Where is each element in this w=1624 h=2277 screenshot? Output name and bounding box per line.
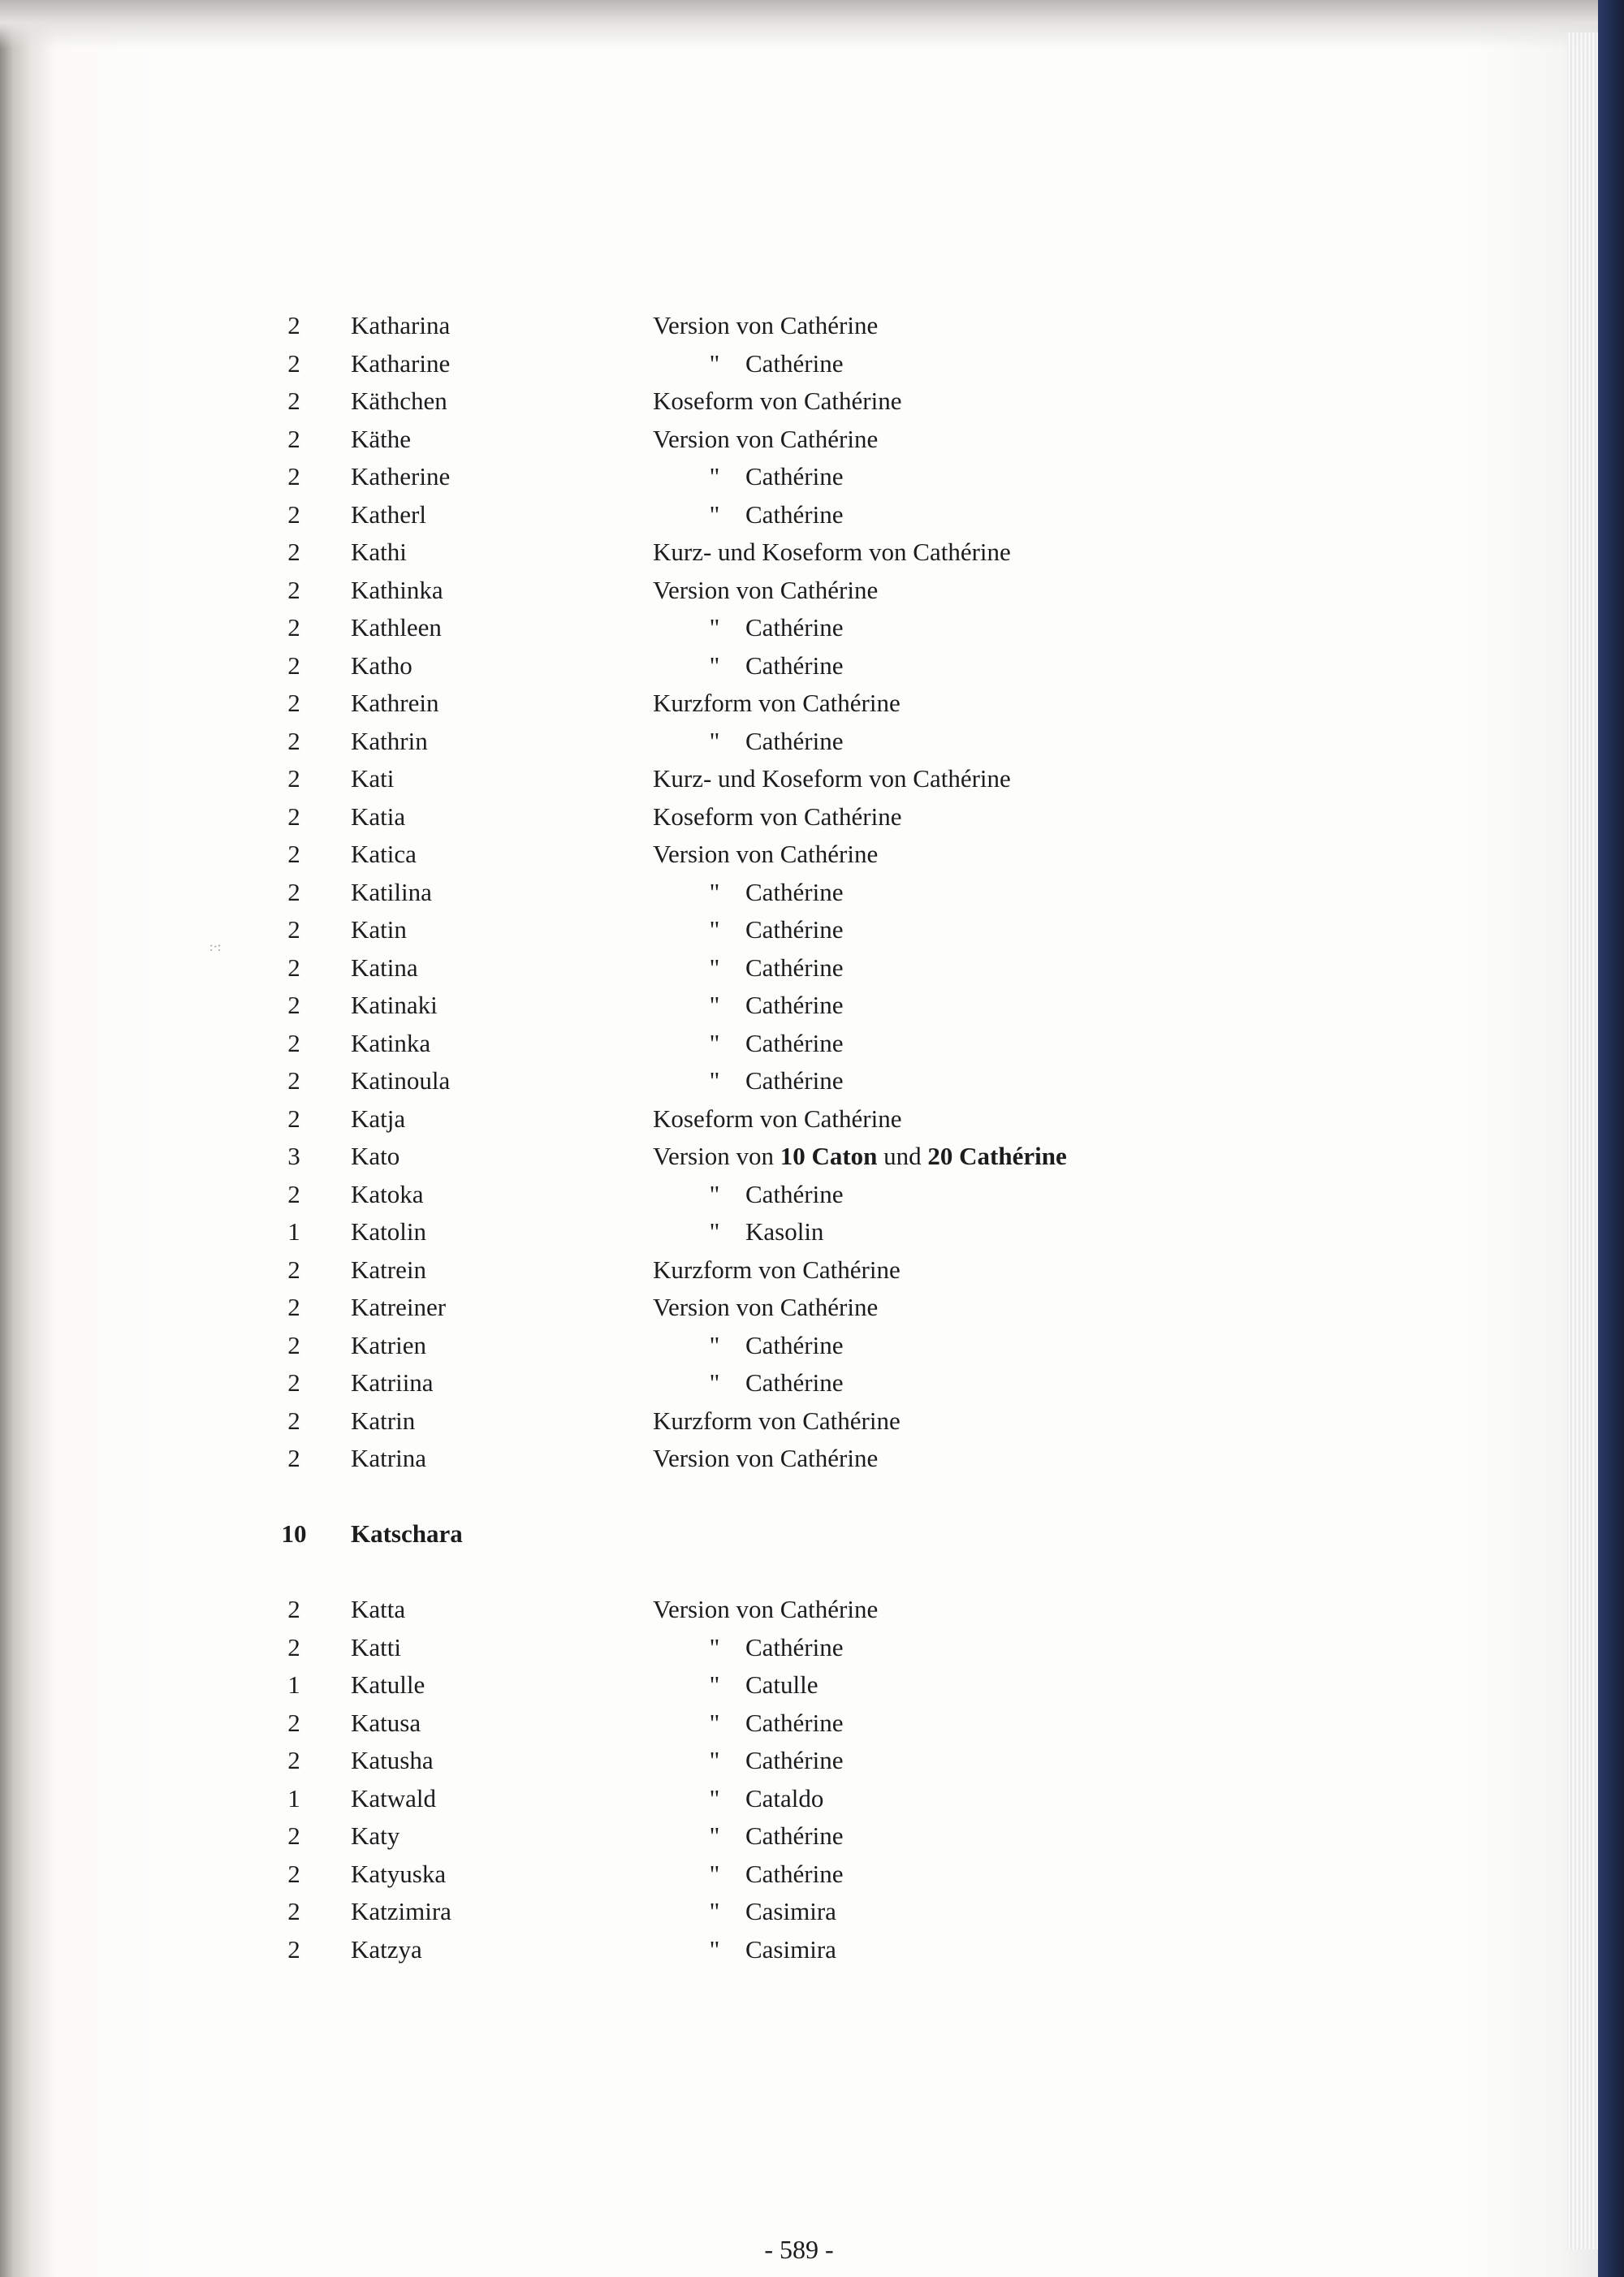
entry-name: Katho (351, 650, 412, 680)
margin-mark: :·: (209, 940, 222, 954)
entry-target: 20 Cathérine (927, 1142, 1067, 1170)
entry-description (653, 874, 844, 911)
entry-number: 2 (287, 915, 300, 944)
list-item (244, 1327, 1218, 1365)
entry-description (653, 382, 902, 420)
entry-number: 2 (287, 462, 300, 490)
entry-prefix: Version von (653, 311, 774, 339)
entry-description (653, 1893, 836, 1930)
entry-number: 2 (287, 991, 300, 1019)
entry-description (653, 1780, 823, 1817)
entry-target: Cathérine (745, 1028, 844, 1057)
entry-prefix: Kurzform von (653, 1255, 797, 1284)
entry-target: Cathérine (745, 613, 844, 642)
list-item (244, 1856, 1218, 1894)
list-item (244, 1251, 1218, 1290)
entry-description (653, 1629, 844, 1666)
entry-description (653, 836, 878, 873)
entry-number: 2 (287, 1444, 300, 1472)
list-item (244, 1176, 1218, 1214)
entry-number: 2 (287, 840, 300, 868)
entry-target: Cathérine (745, 991, 844, 1019)
ditto-mark: " (709, 1783, 720, 1813)
list-item (244, 949, 1218, 987)
list-item (244, 458, 1218, 496)
entry-number: 2 (287, 1066, 300, 1095)
entry-target: Cathérine (913, 538, 1011, 566)
ditto-mark: " (709, 1897, 720, 1925)
entry-description (653, 1138, 1067, 1175)
list-item (244, 836, 1218, 874)
entry-name: Katharine (351, 348, 451, 378)
entry-description (653, 1176, 844, 1213)
entry-target: Cathérine (745, 915, 844, 944)
entry-number: 2 (287, 387, 300, 415)
ditto-mark: " (709, 877, 720, 906)
ditto-mark: " (709, 348, 720, 378)
entry-number: 1 (287, 1670, 300, 1699)
entry-target: Cathérine (802, 1406, 901, 1435)
ditto-mark: " (709, 1670, 720, 1699)
entry-target: Cathérine (745, 462, 844, 490)
entry-description (653, 1025, 844, 1062)
entry-number: 2 (287, 1708, 300, 1737)
entry-name: Katin (351, 915, 407, 944)
entry-number: 2 (287, 1406, 300, 1435)
entry-name: Katica (351, 840, 417, 868)
ditto-mark: " (709, 650, 720, 680)
entry-name: Katoka (351, 1179, 424, 1208)
entry-number: 10 (281, 1519, 307, 1548)
entry-description (653, 1931, 836, 1968)
entry-prefix: Version von (653, 1142, 774, 1170)
entry-prefix: Version von (653, 424, 774, 453)
entry-description (653, 1289, 878, 1326)
entry-name: Katyuska (351, 1859, 447, 1888)
entry-target: Cathérine (745, 499, 844, 529)
entry-number: 2 (287, 1897, 300, 1925)
entry-target: Cathérine (780, 1444, 879, 1472)
list-item (244, 1705, 1218, 1743)
entry-number: 2 (287, 538, 300, 566)
entry-number: 2 (287, 953, 300, 982)
entry-description (653, 798, 902, 836)
entry-name: Katina (351, 953, 418, 982)
entry-target: Cathérine (745, 1821, 844, 1850)
entry-name: Käthe (351, 424, 412, 453)
entry-number: 2 (287, 1859, 300, 1888)
list-item (244, 1817, 1218, 1856)
entry-target: Catulle (745, 1670, 818, 1699)
entry-target: Cathérine (802, 1255, 901, 1284)
entry-target: Cathérine (802, 689, 901, 717)
entry-name: Katusha (351, 1746, 434, 1774)
entry-target: Cathérine (745, 1368, 844, 1397)
entry-target: Cathérine (745, 1632, 844, 1661)
list-item (244, 685, 1218, 723)
ditto-mark: " (709, 613, 720, 642)
list-item (244, 987, 1218, 1025)
ditto-mark: " (709, 991, 720, 1019)
entry-name: Katherine (351, 462, 451, 490)
list-item (244, 1025, 1218, 1063)
entry-number: 2 (287, 801, 300, 831)
entry-name: Katy (351, 1821, 400, 1850)
entry-number: 2 (287, 1595, 300, 1623)
ditto-mark: " (709, 1708, 720, 1737)
entry-description (653, 1705, 844, 1742)
entry-prefix: Version von (653, 575, 774, 604)
ditto-mark: " (709, 1934, 720, 1964)
entry-name: Katrien (351, 1330, 426, 1359)
entry-number: 2 (287, 613, 300, 642)
entry-name: Katusa (351, 1708, 421, 1737)
entry-target: Cathérine (803, 1104, 902, 1133)
entry-target: Casimira (745, 1934, 836, 1964)
list-item (244, 572, 1218, 610)
entry-name: Katrina (351, 1444, 426, 1472)
entry-description (653, 572, 878, 609)
entry-number: 2 (287, 1293, 300, 1321)
list-item (244, 1062, 1218, 1100)
entry-description (653, 1742, 844, 1779)
entry-number: 2 (287, 877, 300, 906)
list-item (244, 1364, 1218, 1402)
entry-target: Cathérine (745, 1179, 844, 1208)
entry-number: 3 (287, 1142, 300, 1170)
entry-description (653, 1100, 902, 1138)
entry-prefix: Koseform von (653, 801, 798, 831)
book-cover-edge (1598, 0, 1624, 2277)
entry-number: 2 (287, 1330, 300, 1359)
ditto-mark: " (709, 1859, 720, 1888)
list-item (244, 496, 1218, 534)
entry-number: 2 (287, 1934, 300, 1964)
ditto-mark: " (709, 1632, 720, 1661)
list-item (244, 798, 1218, 836)
entry-number: 2 (287, 575, 300, 604)
list-item (244, 1213, 1218, 1251)
entry-prefix: Version von (653, 1444, 774, 1472)
entry-description (653, 609, 844, 646)
entry-target: Cathérine (745, 650, 844, 680)
entry-target: Cathérine (780, 311, 879, 339)
entry-number: 2 (287, 1179, 300, 1208)
list-item (244, 760, 1218, 798)
entry-name: Katta (351, 1595, 406, 1623)
list-item (244, 1780, 1218, 1818)
entry-description (653, 421, 878, 458)
list-item (244, 609, 1218, 647)
entry-name: Katwald (351, 1783, 437, 1813)
entry-name: Katinoula (351, 1066, 451, 1095)
entry-prefix: Kurz- und Koseform von (653, 538, 907, 566)
entry-name: Katschara (351, 1519, 463, 1548)
entry-name: Katulle (351, 1670, 425, 1699)
entry-number: 2 (287, 1368, 300, 1397)
entry-name: Kato (351, 1142, 400, 1170)
list-item (244, 1666, 1218, 1705)
entry-description (653, 949, 844, 987)
entry-target: Cathérine (780, 424, 879, 453)
entry-target: Cathérine (913, 764, 1011, 793)
entry-description (653, 685, 901, 722)
entry-name: Katreiner (351, 1293, 447, 1321)
name-list (244, 307, 1218, 1968)
page-edges (1567, 32, 1598, 2249)
list-item (244, 1931, 1218, 1969)
entry-name: Katti (351, 1632, 401, 1661)
entry-target: Cataldo (745, 1783, 824, 1813)
entry-number: 2 (287, 650, 300, 680)
list-item (244, 647, 1218, 685)
entry-target: Cathérine (745, 1746, 844, 1774)
entry-prefix: Version von (653, 1595, 774, 1623)
entry-name: Kathrein (351, 689, 439, 717)
ditto-mark: " (709, 1066, 720, 1095)
list-item (244, 1138, 1218, 1176)
entry-number: 2 (287, 1104, 300, 1133)
entry-number: 2 (287, 1028, 300, 1057)
entry-target: Kasolin (745, 1217, 824, 1246)
entry-number: 2 (287, 1746, 300, 1774)
entry-prefix: Kurzform von (653, 1406, 797, 1435)
entry-description (653, 1327, 844, 1364)
list-item (244, 534, 1218, 572)
entry-name: Kathrin (351, 726, 428, 755)
entry-number: 2 (287, 1632, 300, 1661)
entry-number: 2 (287, 499, 300, 529)
entry-name: Katinka (351, 1028, 431, 1057)
ditto-mark: " (709, 1821, 720, 1850)
entry-number: 2 (287, 764, 300, 793)
entry-prefix: Kurz- und Koseform von (653, 764, 907, 793)
entry-description (653, 987, 844, 1024)
entry-name: Kathinka (351, 575, 443, 604)
entry-prefix: Version von (653, 840, 774, 868)
entry-number: 2 (287, 689, 300, 717)
entry-target: Cathérine (780, 575, 879, 604)
list-item (244, 1100, 1218, 1138)
entry-description (653, 1213, 823, 1251)
entry-number: 2 (287, 1255, 300, 1284)
entry-name: Kati (351, 764, 395, 793)
entry-prefix: Koseform von (653, 1104, 798, 1133)
entry-target: Cathérine (745, 348, 844, 378)
entry-target: 10 Caton (780, 1142, 878, 1170)
entry-description (653, 760, 1011, 797)
ditto-mark: " (709, 1368, 720, 1397)
list-item (244, 1440, 1218, 1478)
entry-description (653, 1817, 844, 1855)
list-item (244, 723, 1218, 761)
ditto-mark: " (709, 1179, 720, 1208)
entry-name: Katherl (351, 499, 426, 529)
entry-conjunction: und (883, 1142, 922, 1170)
entry-name: Katzya (351, 1934, 422, 1964)
entry-description (653, 1062, 844, 1100)
entry-number: 1 (287, 1217, 300, 1246)
entry-number: 2 (287, 1821, 300, 1850)
entry-name: Katinaki (351, 991, 438, 1019)
entry-number: 2 (287, 311, 300, 339)
entry-target: Cathérine (745, 953, 844, 982)
entry-target: Cathérine (745, 1708, 844, 1737)
entry-description (653, 1440, 878, 1477)
entry-name: Katolin (351, 1217, 426, 1246)
ditto-mark: " (709, 1746, 720, 1774)
entry-description (653, 1402, 901, 1440)
list-item (244, 1289, 1218, 1327)
entry-target: Cathérine (780, 1293, 879, 1321)
entry-description (653, 647, 844, 685)
entry-target: Casimira (745, 1897, 836, 1925)
entry-prefix: Koseform von (653, 387, 798, 415)
entry-prefix: Version von (653, 1293, 774, 1321)
entry-name: Katja (351, 1104, 406, 1133)
entry-description (653, 458, 844, 495)
list-item (244, 1629, 1218, 1667)
ditto-mark: " (709, 1028, 720, 1057)
entry-target: Cathérine (803, 801, 902, 831)
list-item (244, 874, 1218, 912)
entry-name: Katzimira (351, 1897, 451, 1925)
entry-description (653, 1856, 844, 1893)
entry-target: Cathérine (745, 1066, 844, 1095)
entry-name: Katharina (351, 311, 451, 339)
list-item (244, 1893, 1218, 1931)
entry-description (653, 496, 844, 534)
entry-name: Kathleen (351, 613, 442, 642)
entry-name: Katrein (351, 1255, 426, 1284)
entry-description (653, 307, 878, 344)
list-item (244, 1402, 1218, 1441)
entry-name: Katia (351, 801, 406, 831)
entry-target: Cathérine (745, 726, 844, 755)
entry-number: 2 (287, 424, 300, 453)
list-item (244, 382, 1218, 421)
list-item (244, 1515, 1218, 1553)
entry-target: Cathérine (803, 387, 902, 415)
entry-description (653, 1364, 844, 1402)
list-item (244, 421, 1218, 459)
entry-number: 1 (287, 1783, 300, 1813)
entry-number: 2 (287, 726, 300, 755)
page-number: - 589 - (764, 2235, 834, 2264)
ditto-mark: " (709, 915, 720, 944)
entry-name: Katrin (351, 1406, 416, 1435)
top-shadow (0, 0, 1598, 49)
ditto-mark: " (709, 726, 720, 755)
entry-description (653, 911, 844, 948)
entry-prefix: Kurzform von (653, 689, 797, 717)
list-item (244, 911, 1218, 949)
list-item (244, 1742, 1218, 1780)
entry-name: Käthchen (351, 387, 447, 415)
entry-description (653, 1251, 901, 1289)
list-item (244, 307, 1218, 345)
entry-name: Katilina (351, 877, 432, 906)
ditto-mark: " (709, 499, 720, 529)
entry-target: Cathérine (745, 877, 844, 906)
entry-description (653, 723, 844, 760)
list-item (244, 1591, 1218, 1629)
ditto-mark: " (709, 1330, 720, 1359)
entry-description (653, 1666, 818, 1704)
ditto-mark: " (709, 462, 720, 490)
entry-target: Cathérine (745, 1330, 844, 1359)
entry-target: Cathérine (780, 1595, 879, 1623)
entry-name: Katriina (351, 1368, 434, 1397)
entry-description (653, 345, 844, 382)
entry-description (653, 534, 1011, 571)
entry-number: 2 (287, 348, 300, 378)
entry-target: Cathérine (780, 840, 879, 868)
entry-target: Cathérine (745, 1859, 844, 1888)
ditto-mark: " (709, 1217, 720, 1246)
entry-description (653, 1591, 878, 1628)
spine-shadow (0, 0, 57, 2277)
ditto-mark: " (709, 953, 720, 982)
entry-name: Kathi (351, 538, 407, 566)
list-item (244, 345, 1218, 383)
